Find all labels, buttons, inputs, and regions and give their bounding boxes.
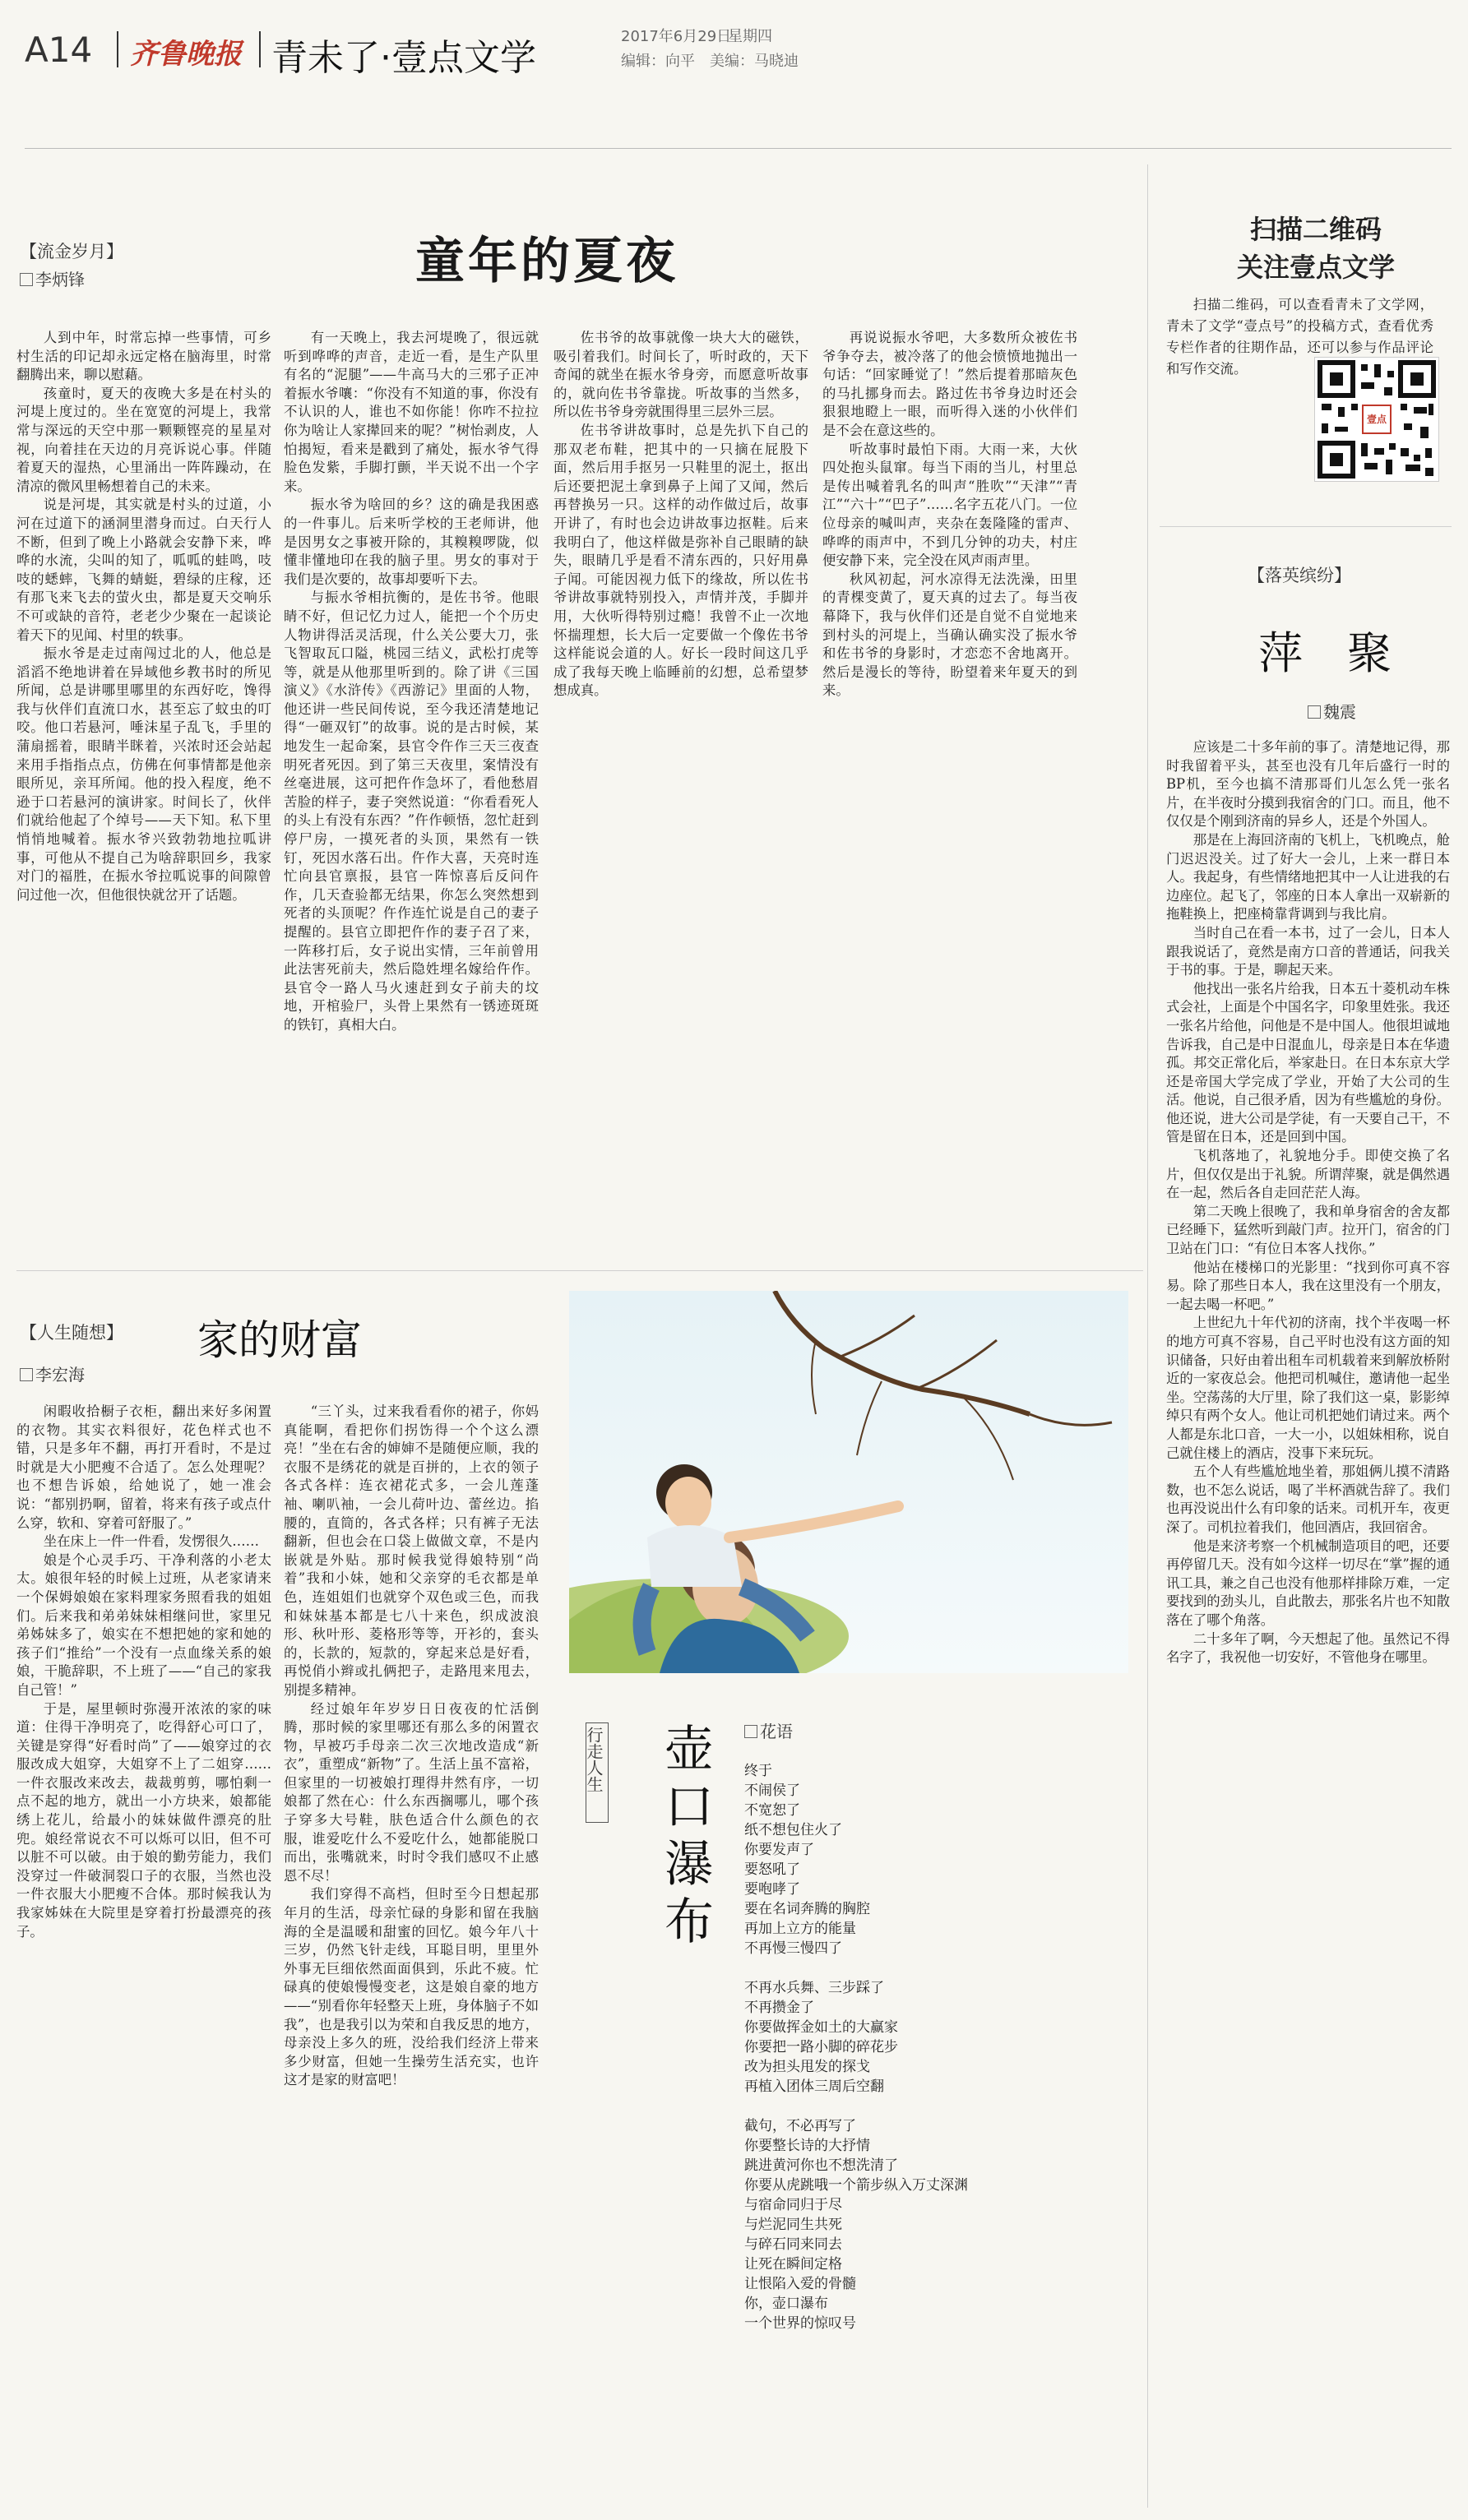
poem-line: 一个世界的惊叹号 [744, 2315, 856, 2332]
article-body-col-1 [16, 1403, 271, 2508]
poem-body [744, 1761, 1131, 2509]
paragraph: 娘是个心灵手巧、干净利落的小老太太。娘很年轻的时候上过班，从老家请来一个保姆娘娘在家料理家务照看我的姐姐们。后来我和弟弟妹妹相继问世，家里兄弟姊妹多了，娘实在不想把她的家和她的孩子们“推给”一个没有一点血缘关系的娘娘，干脆辞职，不上班了——“自己的家我自己管！” [16, 1551, 271, 1698]
poem-stanza [744, 2116, 1131, 2333]
article-title: 萍 聚 [1258, 627, 1392, 679]
paragraph: 说是河堤，其实就是村头的过道，小河在过道下的涵洞里潜身而过。白天行人不断，但到了晚上小路就会安静下来，哗哗的水流，尖叫的知了，呱呱的蛙鸣，吱吱的蟋蟀，飞舞的蜻蜓，碧绿的庄稼，还有那飞来飞去的萤火虫，都是夏天交响乐不可或缺的音符，老老少少聚在一起谈论着天下的见闻、村里的轶事。 [16, 497, 271, 643]
page-number: A14 [25, 30, 93, 70]
poem-kicker: 行走人生 [584, 1727, 604, 1792]
poem-line: 你要整长诗的大抒情 [744, 2138, 870, 2154]
poem-kicker-box [586, 1722, 609, 1823]
masthead-divider [117, 31, 118, 67]
paragraph: 振水爷是走过南闯过北的人，他总是滔滔不绝地讲着在异域他乡教书时的所见所闻，总是讲哪里哪里的东西好吃，馋得我与伙伴们直流口水，甚至忘了蚊虫的叮咬。他口若悬河，唾沫星子乱飞，手里的蒲扇摇着，眼睛半眯着，兴浓时还会站起来用手指指点点，仿佛在何事情都是他亲眼所见，亲耳所闻。他的投入程度，绝不逊于口若悬河的演讲家。时间长了，伙伴们就给他起了个绰号——天下知。私下里悄悄地喊着。振水爷兴致勃勃地拉呱讲事，可他从不提自己为啥辞职回乡，我家对门的福胜，在振水爷拉呱说事的间隙曾问过他一次，但他很快就岔开了话题。 [16, 645, 271, 903]
author-name: 花语 [760, 1722, 793, 1741]
author-name: 李炳锋 [35, 270, 85, 289]
paragraph: 听故事时最怕下雨。大雨一来，大伙四处抱头鼠窜。每当下雨的当儿，村里总是传出喊着乳名的叫声“胜吹”“天津”“青江”“六十”“巴子”……名字五花八门。一位位母亲的喊叫声，夹杂在轰隆隆的雷声、哗哗的雨声中，不到几分钟的功夫，村庄便安静下来，完全没在风声雨声里。 [822, 441, 1077, 569]
byline-box-icon [20, 1368, 33, 1381]
paper-name-logo: 齐鲁晚报 [130, 38, 242, 71]
qr-code-image [1314, 357, 1439, 482]
issue-date: 2017年6月29日 [621, 28, 732, 45]
paragraph: 当时自己在看一本书，过了一会儿，日本人跟我说话了，竟然是南方口音的普通话，问我关于书的事。于是，聊起天来。 [1166, 924, 1450, 978]
byline-box-icon [1308, 705, 1321, 719]
poem-line: 你要把一路小脚的碎花步 [744, 2039, 898, 2055]
paragraph: 上世纪九十年代初的济南，找个半夜喝一杯的地方可真不容易，自己平时也没有这方面的知识储备，只好由着出租车司机载着来到解放桥附近的一家夜总会。他把司机喊住，邀请他一起坐坐。空荡荡的大厅里，除了我们这一桌，影影绰绰只有两个女人。他让司机把她们请过来。两个人都是东北口音，一大一小，以姐妹相称，说自己就住楼上的酒店，没事下来玩玩。 [1166, 1315, 1450, 1461]
poem-line: 终于 [744, 1763, 772, 1779]
poem-line: 不宽恕了 [744, 1802, 800, 1819]
poem-line: 再植入团体三周后空翻 [744, 2078, 884, 2095]
paragraph: 佐书爷讲故事时，总是先扒下自己的那双老布鞋，把其中的一只摘在屁股下面，然后用手抠另一只鞋里的泥土，抠出后还要把泥土拿到鼻子上闻了又闻，然后再替换另一只。这样的动作做过后，故事开讲了，有时也会边讲故事边抠鞋。后来我明白了，他这样做是弥补自己眼睛的缺失，眼睛几乎是看不清东西的，只好用鼻子闻。可能因视力低下的缘故，所以佐书爷讲故事就特别投入，声情并茂，手脚并用，大伙听得特别过瘾！我曾不止一次地怀揣理想，长大后一定要做一个像佐书爷这样能说会道的人。好长一段时间这几乎成了我每天晚上临睡前的幻想，总希望梦想成真。 [553, 422, 808, 699]
author-name: 李宏海 [35, 1365, 85, 1385]
paragraph: 经过娘年年岁岁日日夜夜的忙活倒腾，那时候的家里哪还有那么多的闲置衣物，早被巧手母亲二次三次地改造成“新衣”，重塑成“新物”了。生活上虽不富裕，但家里的一切被娘打理得井然有序，一切娘都了然在心：什么东西搁哪儿，哪个孩子穿多大号鞋，肤色适合什么颜色的衣服，谁爱吃什么不爱吃什么，她都能脱口而出，张嘴就来，时时令我们感叹不止感恩不尽！ [284, 1700, 539, 1884]
paragraph: 闲暇收拾橱子衣柜，翻出来好多闲置的衣物。其实衣料很好，花色样式也不错，只是多年不翻，再打开看时，不是过时就是大小肥瘦不合适了。怎么处理呢？也不想告诉娘，给她说了，她一准会说：“都别扔啊，留着，将来有孩子或点什么穿，软和、穿着可舒服了。” [16, 1403, 271, 1531]
article-byline [20, 1362, 85, 1385]
poem-line: 让死在瞬间定格 [744, 2256, 842, 2273]
paragraph: 第二天晚上很晚了，我和单身宿舍的舍友都已经睡下，猛然听到敲门声。拉开门，宿舍的门卫站在门口：“有位日本客人找你。” [1166, 1203, 1450, 1257]
paragraph: 人到中年，时常忘掉一些事情，可乡村生活的印记却永远定格在脑海里，时常翻腾出来，聊以慰藉。 [16, 330, 271, 383]
poem-line: 不闹侯了 [744, 1782, 800, 1799]
qr-title-2: 关注壹点文学 [1236, 252, 1395, 283]
paragraph: 孩童时，夏天的夜晚大多是在村头的河堤上度过的。坐在宽宽的河堤上，我常常与深远的天空中那一颗颗铿亮的星星对视，向着挂在天边的月亮诉说心事。伴随着夏天的湿热，心里涌出一阵阵躁动，在清凉的微风里畅想着自己的未来。 [16, 385, 271, 494]
paragraph: 应该是二十多年前的事了。清楚地记得，那时我留着平头，甚至也没有几年后盛行一时的BP机，至今也搞不清那哥们儿怎么凭一张名片，在半夜时分摸到我宿舍的门口。而且，他不仅仅是个刚到济南的异乡人，还是个外国人。 [1166, 739, 1450, 830]
masthead-divider [259, 31, 261, 67]
paragraph: 于是，屋里顿时弥漫开浓浓的家的味道：住得干净明亮了，吃得舒心可口了，关键是穿得“好看时尚”了——娘穿过的衣服改成大姐穿，大姐穿不上了二姐穿……一件衣服改来改去，裁裁剪剪，哪怕剩一点不起的地方，就出一小方块来，娘都能绣上花儿，给最小的妹妹做件漂亮的肚兜。娘经常说衣不可以烁可以旧，但不可以脏不可以破。由于娘的勤劳能力，我们没穿过一件破洞裂口子的衣服，当然也没一件衣服大小肥瘦不合体。那时候我认为我家姊妹在大院里是穿着打扮最漂亮的孩子。 [16, 1700, 271, 1940]
paragraph: 他找出一张名片给我，日本五十菱机动车株式会社，上面是个中国名字，印象里姓张。我还一张名片给他，问他是不是中国人。他很坦诚地告诉我，自己是中日混血儿，母亲是日本在华遗孤。邦交正常化后，举家赴日。在日本东京大学还是帝国大学完成了学业，开始了大公司的生活。他说，自己很矛盾，因为有些尴尬的身份。他还说，进大公司是学徒，有一天要自己干，不管是留在日本，还是回到中国。 [1166, 980, 1450, 1145]
poem-line: 再加上立方的能量 [744, 1921, 856, 1937]
qr-description: 扫描二维码，可以查看青未了文学网，青未了文学“壹点号”的投稿方式，查看优秀专栏作者的往期作品，还可以参与作品评论和写作交流。 [1166, 297, 1433, 377]
article-kicker: 【落英缤纷】 [1248, 566, 1351, 585]
poem-line: 你，壶口瀑布 [744, 2296, 828, 2312]
article-title: 家的财富 [197, 1316, 362, 1364]
poem-line: 要咆哮了 [744, 1881, 800, 1898]
article-kicker: 【人生随想】 [20, 1323, 123, 1343]
qr-logo: 壹点 [1366, 414, 1387, 425]
paragraph: 他是来济考察一个机械制造项目的吧，还要再停留几天。没有如今这样一切尽在“掌”握的通讯工具，兼之自己也没有他那样排除万难，一定要找到的劲头儿，自此散去，那张名片也不知散落在了哪个角落。 [1166, 1537, 1450, 1628]
poem-line: 你要从虎跳哦一个箭步纵入万丈深渊 [744, 2177, 968, 2194]
article-title: 童年的夏夜 [415, 233, 678, 290]
poem-line: 要在名词奔腾的胸腔 [744, 1901, 870, 1917]
poem-line: 要怒吼了 [744, 1861, 800, 1878]
article-body-col-2 [284, 329, 539, 1254]
paragraph: 秋风初起，河水凉得无法洗澡，田里的青棵变黄了，夏天真的过去了。每当夜幕降下，我与伙伴们还是自觉不自觉地来到村头的河堤上，当确认确实没了振水爷和佐书爷的身影时，才恋恋不舍地离开。然后是漫长的等待，盼望着来年夏天的到来。 [822, 571, 1077, 699]
illustration-photo [569, 1291, 1128, 1673]
paragraph: “三丫头，过来我看看你的裙子，你妈真能啊，看把你们拐饬得一个个这么漂亮！”坐在右舍的婶婶不是随便应顺，我的衣服不是绣花的就是百拼的，上衣的领子各式各样：连衣裙花式多，一会儿莲蓬袖、喇叭袖，一会儿荷叶边、蕾丝边。掐腰的，直筒的，各式各样；只有裤子无法翻新，但也会在口袋上做做文章，不是内嵌就是外贴。那时候我觉得娘特别“尚着”我和小妹，她和父亲穿的毛衣都是单色，连姐姐们也就穿个双色或三色，而我和妹妹基本都是七八十来色，织成波浪形、秋叶形、菱格形等等，开衫的，套头的，长款的，短款的，穿起来总是好看，再悦俏小辫或扎俩把子，走路甩来甩去，别提多精神。 [284, 1403, 539, 1698]
poem-line: 让恨陷入爱的骨髓 [744, 2276, 856, 2292]
article-body-col-4 [822, 329, 1077, 1254]
byline-box-icon [20, 273, 33, 286]
poem-line: 跳进黄河你也不想洗清了 [744, 2157, 898, 2174]
article-kicker: 【流金岁月】 [20, 242, 123, 261]
poem-line: 不再水兵舞、三步踩了 [744, 1980, 884, 1996]
paragraph: 飞机落地了，礼貌地分手。即使交换了名片，但仅仅是出于礼貌。所谓萍聚，就是偶然遇在一起，然后各自走回茫茫人海。 [1166, 1148, 1450, 1201]
article-byline [20, 266, 85, 290]
byline-box-icon [744, 1725, 757, 1738]
qr-title-1: 扫描二维码 [1249, 214, 1382, 245]
poem-title: 壶口瀑布 [656, 1722, 714, 1953]
paragraph: 他站在楼梯口的光影里：“找到你可真不容易。除了那些日本人，我在这里没有一个朋友，一起去喝一杯吧。” [1166, 1259, 1450, 1312]
author-name: 魏震 [1323, 702, 1356, 722]
poem-line: 与宿命同归于尽 [744, 2197, 842, 2213]
paragraph: 有一天晚上，我去河堤晚了，很远就听到哗哗的声音，走近一看，是生产队里有名的“泥腿”——牛高马大的三邪子正冲着振水爷嚷：“你没有不知道的事，你没有不认识的人，谁也不如你能！你咋不拉拉你为啥让人家撵回来的呢？”树怡剥皮，人怕揭短，看来是戳到了痛处，振水爷气得脸色发紫，手脚打颤，半天说不出一个字来。 [284, 330, 539, 494]
article-byline [1308, 699, 1356, 723]
paragraph: 那是在上海回济南的飞机上，飞机晚点，舱门迟迟没关。过了好大一会儿，上来一群日本人。我起身，有些情绪地把其中一人让进我的右边座位。起飞了，邻座的日本人拿出一双崭新的拖鞋换上，把座椅靠背调到与我比肩。 [1166, 831, 1450, 922]
poem-line: 与烂泥同生共死 [744, 2217, 842, 2233]
paragraph: 五个人有些尴尬地坐着，那姐俩儿摸不清路数，也不怎么说话，喝了半杯酒就告辞了。我们也再没说出什么有印象的话来。司机开车，夜更深了。司机拉着我们，他回酒店，我回宿舍。 [1166, 1463, 1450, 1535]
section-divider [1160, 526, 1452, 527]
poem-byline [744, 1718, 793, 1742]
article-body-col-3 [553, 329, 808, 1254]
article-body-col-1 [16, 329, 271, 1254]
header-rule [25, 148, 1452, 149]
paragraph: 二十多年了啊，今天想起了他。虽然记不得名字了，我祝他一切安好，不管他身在哪里。 [1166, 1630, 1450, 1666]
poem-line: 你要做挥金如土的大赢家 [744, 2019, 898, 2036]
paragraph: 我们穿得不高档，但时至今日想起那年月的生活，母亲忙碌的身影和留在我脑海的全是温暖和甜蜜的回忆。娘今年八十三岁，仍然飞针走线，耳聪目明，里里外外事无巨细依然面面俱到，乐此不疲。忙碌真的使娘慢慢变老，这是娘自豪的地方——“别看你年轻整天上班，身体脑子不如我”，也是我引以为荣和自我反思的地方，母亲没上多久的班，没给我们经济上带来多少财富，但她一生操劳生活充实，也许这才是家的财富吧！ [284, 1886, 539, 2088]
paragraph: 佐书爷的故事就像一块大大的磁铁，吸引着我们。时间长了，听时政的，天下奇闻的就坐在振水爷身旁，而愿意听故事的，就向佐书爷靠拢。听故事的当然多，所以佐书爷身旁就围得里三层外三层。 [553, 330, 808, 420]
poem-stanza [744, 1978, 1131, 2097]
paragraph: 再说说振水爷吧，大多数所众被佐书爷争夺去，被冷落了的他会愤愤地抛出一句话：“回家睡觉了！”然后提着那暗灰色的马扎挪身而去。路过佐书爷身边时还会狠狠地瞪上一眼，而听得入迷的小伙伴们是不会在意这些的。 [822, 330, 1077, 438]
masthead [25, 23, 1456, 81]
paragraph: 振水爷为啥回的乡？这的确是我困惑的一件事儿。后来听学校的王老师讲，他是因男女之事被开除的，其糗糗啰陇，似懂非懂地印在我的脑子里。男女的事对于我们是次要的，故事却要听下去。 [284, 497, 539, 587]
column-divider [1147, 164, 1148, 2508]
issue-weekday: 星期四 [728, 28, 772, 45]
paragraph: 与振水爷相抗衡的，是佐书爷。他眼睛不好，但记忆力过人，能把一个个历史人物讲得活灵活现，什么关公要大刀，张飞智取瓦口隘，桃园三结义，武松打虎等等，就是从他那里听到的。除了讲《三国演义》《水浒传》《西游记》里面的人物，他还讲一些民间传说，至今我还清楚地记得“一砸双钉”的故事。说的是古时候，某地发生一起命案，县官令仵作三天三夜查明死者死因。到了第三天夜里，案情没有丝毫进展，这可把仵作急坏了，看他愁眉苦脸的样子，妻子突然说道：“你看看死人的头上有没有东西？”仵作顿悟，忽忙赶到停尸房，一摸死者的头顶，果然有一铁钉，死因水落石出。仵作大喜，天亮时连忙向县官禀报，县官一阵惊喜后反问仵作，几天查验都无结果，你怎么突然想到死者的头顶呢？仵作连忙说是自己的妻子提醒的。县官立即把仵作的妻子召了来，一阵移打后，女子说出实情，三年前曾用此法害死前夫，然后隐姓埋名嫁给仵作。县官令一路人马火速赶到女子前夫的坟地，开棺验尸，头骨上果然有一锈迹斑斑的铁钉，真相大白。 [284, 590, 539, 1033]
poem-line: 不再慢三慢四了 [744, 1940, 842, 1957]
poem-stanza [744, 1761, 1131, 1958]
article-body [1166, 738, 1450, 2502]
poem-line: 与碎石同来同去 [744, 2236, 842, 2253]
article-body-col-2 [284, 1403, 539, 2508]
section-divider [16, 1270, 1143, 1271]
poem-line: 截句，不必再写了 [744, 2118, 856, 2134]
poem-line: 你要发声了 [744, 1842, 814, 1858]
paragraph: 坐在床上一件一件看，发愣很久…… [43, 1533, 260, 1550]
poem-line: 纸不想包住火了 [744, 1822, 842, 1838]
father-and-son-photo-icon [569, 1291, 1128, 1673]
poem-line: 不再攒金了 [744, 2000, 814, 2016]
section-title: 青未了·壹点文学 [271, 37, 536, 79]
poem-line: 改为担头甩发的探戈 [744, 2059, 870, 2075]
editor-line: 编辑：向平 美编：马晓迪 [621, 53, 799, 70]
